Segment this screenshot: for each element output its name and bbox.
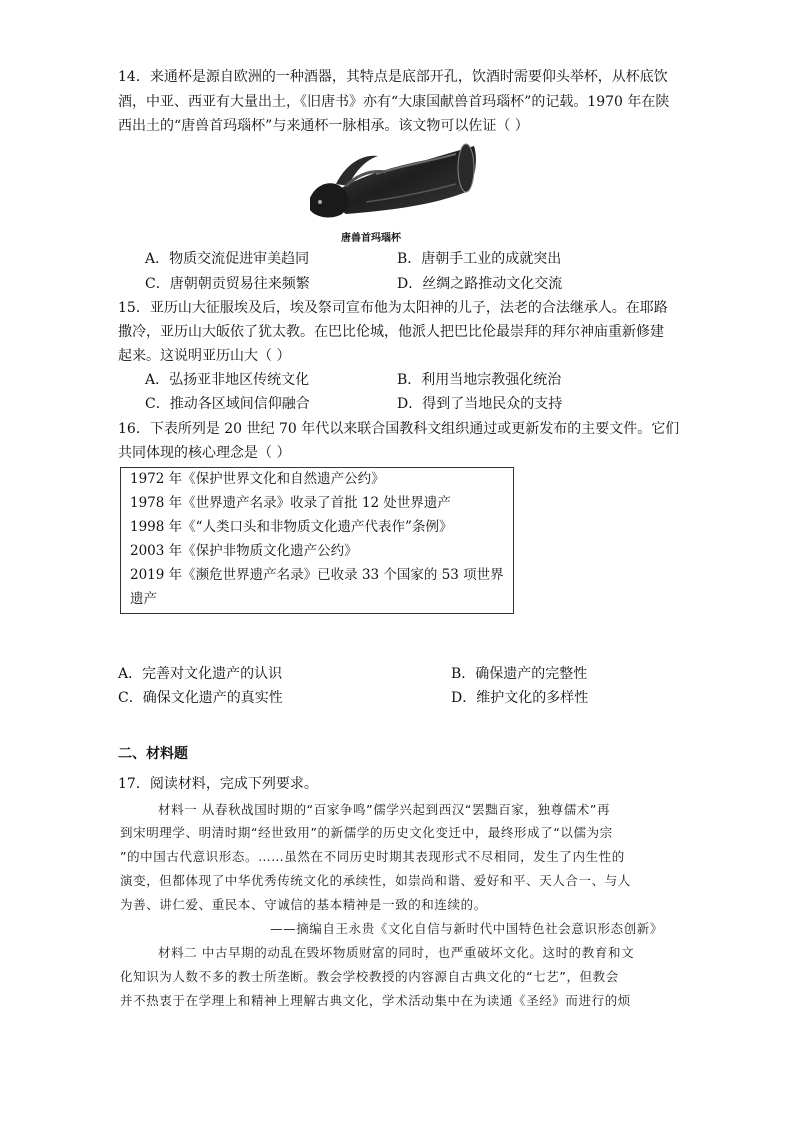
table-row-3: 1998 年《“人类口头和非物质文化遗产代表作”条例》	[130, 519, 453, 535]
q16-option-a[interactable]: A．完善对文化遗产的认识	[118, 666, 283, 682]
table-row-2: 1978 年《世界遗产名录》收录了首批 12 处世界遗产	[130, 495, 451, 511]
q15-option-c[interactable]: C．推动各区域间信仰融合	[145, 396, 310, 412]
q15-line-3: 起来。这说明亚历山大（ ）	[118, 348, 291, 364]
image-caption: 唐兽首玛瑙杯	[341, 233, 401, 244]
table-row-5-cont: 遗产	[130, 591, 157, 607]
material2-line-2: 化知识为人数不多的教士所垄断。教会学校教授的内容源自古典文化的“七艺”，但教会	[120, 969, 619, 984]
section-title: 二、材料题	[118, 746, 188, 762]
q14-line-3: 西出土的“唐兽首玛瑙杯”与来通杯一脉相承。该文物可以佐证（ ）	[118, 118, 529, 134]
q14-option-a[interactable]: A．物质交流促进审美趋同	[145, 251, 310, 267]
material1-line-4: 演变，但都体现了中华优秀传统文化的承续性，如崇尚和谐、爱好和平、天人合一、与人	[120, 873, 631, 888]
q14-line-2: 酒，中亚、西亚有大量出土，《旧唐书》亦有“大康国献兽首玛瑙杯”的记载。1970 年在陕	[118, 94, 670, 110]
q14-option-d[interactable]: D．丝绸之路推动文化交流	[397, 276, 563, 292]
q16-document-table	[120, 467, 514, 614]
q14-option-c[interactable]: C．唐朝朝贡贸易往来频繁	[145, 276, 310, 292]
rhyton-cup-image	[306, 140, 478, 222]
material1-line-1: 材料一 从春秋战国时期的“百家争鸣”儒学兴起到西汉“罢黜百家，独尊儒术”再	[158, 802, 611, 817]
table-row-5: 2019 年《濒危世界遗产名录》已收录 33 个国家的 53 项世界	[130, 567, 504, 583]
q16-line-2: 共同体现的核心理念是（ ）	[118, 445, 291, 461]
q14-line-1: 14．来通杯是源自欧洲的一种酒器，其特点是底部开孔，饮酒时需要仰头举杯，从杯底饮	[118, 69, 668, 85]
q15-option-b[interactable]: B．利用当地宗教强化统治	[397, 372, 562, 388]
q15-option-a[interactable]: A．弘扬亚非地区传统文化	[145, 372, 310, 388]
table-row-1: 1972 年《保护世界文化和自然遗产公约》	[130, 471, 385, 487]
q15-line-2: 撒冷，亚历山大皈依了犹太教。在巴比伦城，他派人把巴比伦最崇拜的拜尔神庙重新修建	[118, 324, 664, 340]
material1-source: ——摘编自王永贵《文化自信与新时代中国特色社会意识形态创新》	[270, 921, 664, 936]
q15-option-d[interactable]: D．得到了当地民众的支持	[397, 396, 563, 412]
q16-option-d[interactable]: D．维护文化的多样性	[451, 690, 589, 706]
material2-line-3: 并不热衷于在学理上和精神上理解古典文化，学术活动集中在为读通《圣经》而进行的烦	[120, 993, 631, 1008]
material2-line-1: 材料二 中古早期的动乱在毁坏物质财富的同时，也严重破坏文化。这时的教育和文	[158, 945, 635, 960]
q16-option-b[interactable]: B．确保遗产的完整性	[451, 666, 588, 682]
material1-line-3: ”的中国古代意识形态。……虽然在不同历史时期其表现形式不尽相同，发生了内生性的	[120, 849, 625, 864]
material1-line-5: 为善、讲仁爱、重民本、守诚信的基本精神是一致的和连续的。	[120, 897, 487, 912]
q17-intro: 17．阅读材料，完成下列要求。	[118, 776, 318, 792]
q15-line-1: 15．亚历山大征服埃及后，埃及祭司宣布他为太阳神的儿子，法老的合法继承人。在耶路	[118, 300, 668, 316]
q16-option-c[interactable]: C．确保文化遗产的真实性	[118, 690, 283, 706]
material1-line-2: 到宋明理学、明清时期“经世致用”的新儒学的历史文化变迁中，最终形成了“以儒为宗	[120, 825, 613, 840]
q14-option-b[interactable]: B．唐朝手工业的成就突出	[397, 251, 562, 267]
table-row-4: 2003 年《保护非物质文化遗产公约》	[130, 543, 358, 559]
q16-line-1: 16．下表所列是 20 世纪 70 年代以来联合国教科文组织通过或更新发布的主要文件。它们	[118, 421, 680, 437]
